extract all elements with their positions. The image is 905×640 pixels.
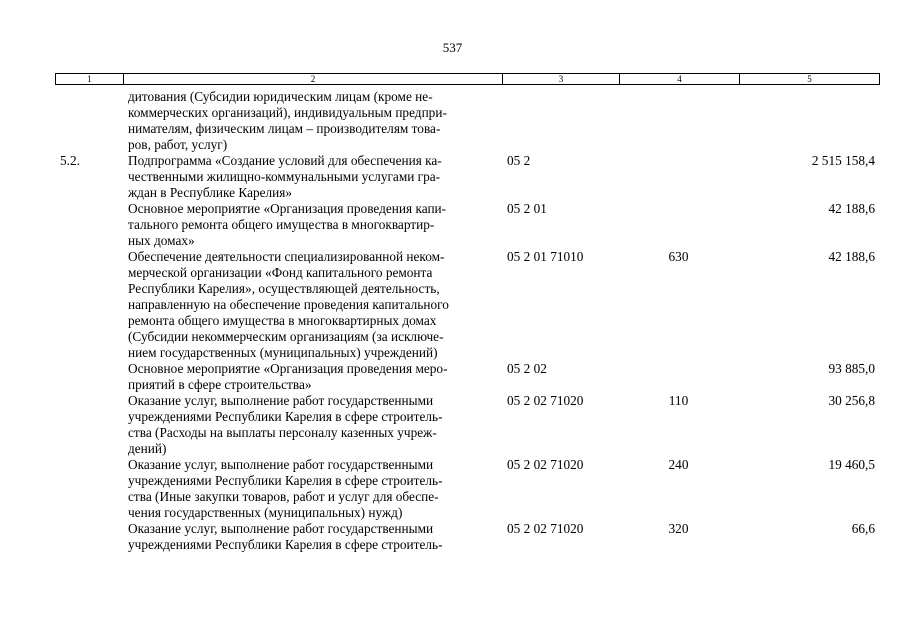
row-number: 5.2.: [60, 153, 80, 168]
row-code: 05 2 02 71020: [507, 457, 584, 472]
row-amount: 42 188,6: [828, 201, 875, 216]
row-name: дитования (Субсидии юридическим лицам (кроме не- коммерческих организаций), индивидуальным предпри- нимателям, физическим лицам – производителям това- ров, работ, услуг): [128, 89, 447, 152]
column-number-1: 1: [56, 74, 124, 84]
table-column-header: [55, 73, 880, 85]
row-amount: 66,6: [851, 521, 875, 536]
column-number-4: 4: [620, 74, 740, 84]
table-row: [0, 89, 905, 153]
column-number-2: 2: [124, 74, 503, 84]
row-code: 05 2 01 71010: [507, 249, 584, 264]
table-body: [0, 89, 905, 553]
row-code: 05 2 02 71020: [507, 393, 584, 408]
row-name: Оказание услуг, выполнение работ государственными учреждениями Республики Карелия в сфере строитель-: [128, 521, 443, 552]
table-row: [0, 153, 905, 201]
row-code: 05 2 02 71020: [507, 521, 584, 536]
row-amount: 30 256,8: [828, 393, 875, 408]
table-row: [0, 457, 905, 521]
row-name: Оказание услуг, выполнение работ государственными учреждениями Республики Карелия в сфере строитель- ства (Иные закупки товаров, работ и услуг для обеспе- чения государственных (муниципальных) нужд): [128, 457, 443, 520]
column-number-5: 5: [807, 74, 812, 84]
row-name: Обеспечение деятельности специализированной неком- мерческой организации «Фонд капитального ремонта Республики Карелия», осуществляющей деятельность, направленную на обеспечение проведения капитального ремонта общего имущества в многоквартирных домах (Субсидии некоммерческим организациям (за исключе- нием государственных (муниципальных) учреждений): [128, 249, 449, 360]
column-number-3: 3: [503, 74, 620, 84]
table-row: [0, 361, 905, 393]
page-number: 537: [442, 40, 463, 55]
row-code: 05 2 01: [507, 201, 547, 216]
row-code: 05 2 02: [507, 361, 547, 376]
row-expense-type: 320: [668, 521, 689, 536]
table-row: [0, 201, 905, 249]
row-expense-type: 630: [668, 249, 689, 264]
row-amount: 42 188,6: [828, 249, 875, 264]
row-amount: 19 460,5: [828, 457, 875, 472]
row-name: Подпрограмма «Создание условий для обеспечения ка- чественными жилищно-коммунальными услугами гра- ждан в Республике Карелия»: [128, 153, 442, 200]
row-code: 05 2: [507, 153, 531, 168]
table-row: [0, 393, 905, 457]
row-amount: 93 885,0: [828, 361, 875, 376]
row-name: Основное мероприятие «Организация проведения капи- тального ремонта общего имущества в многоквартир- ных домах»: [128, 201, 447, 248]
row-amount: 2 515 158,4: [811, 153, 875, 168]
row-name: Оказание услуг, выполнение работ государственными учреждениями Республики Карелия в сфере строитель- ства (Расходы на выплаты персоналу казенных учреж- дений): [128, 393, 443, 456]
row-expense-type: 240: [668, 457, 689, 472]
table-row: [0, 521, 905, 553]
row-name: Основное мероприятие «Организация проведения меро- приятий в сфере строительства»: [128, 361, 448, 392]
table-row: [0, 249, 905, 361]
row-expense-type: 110: [668, 393, 689, 408]
